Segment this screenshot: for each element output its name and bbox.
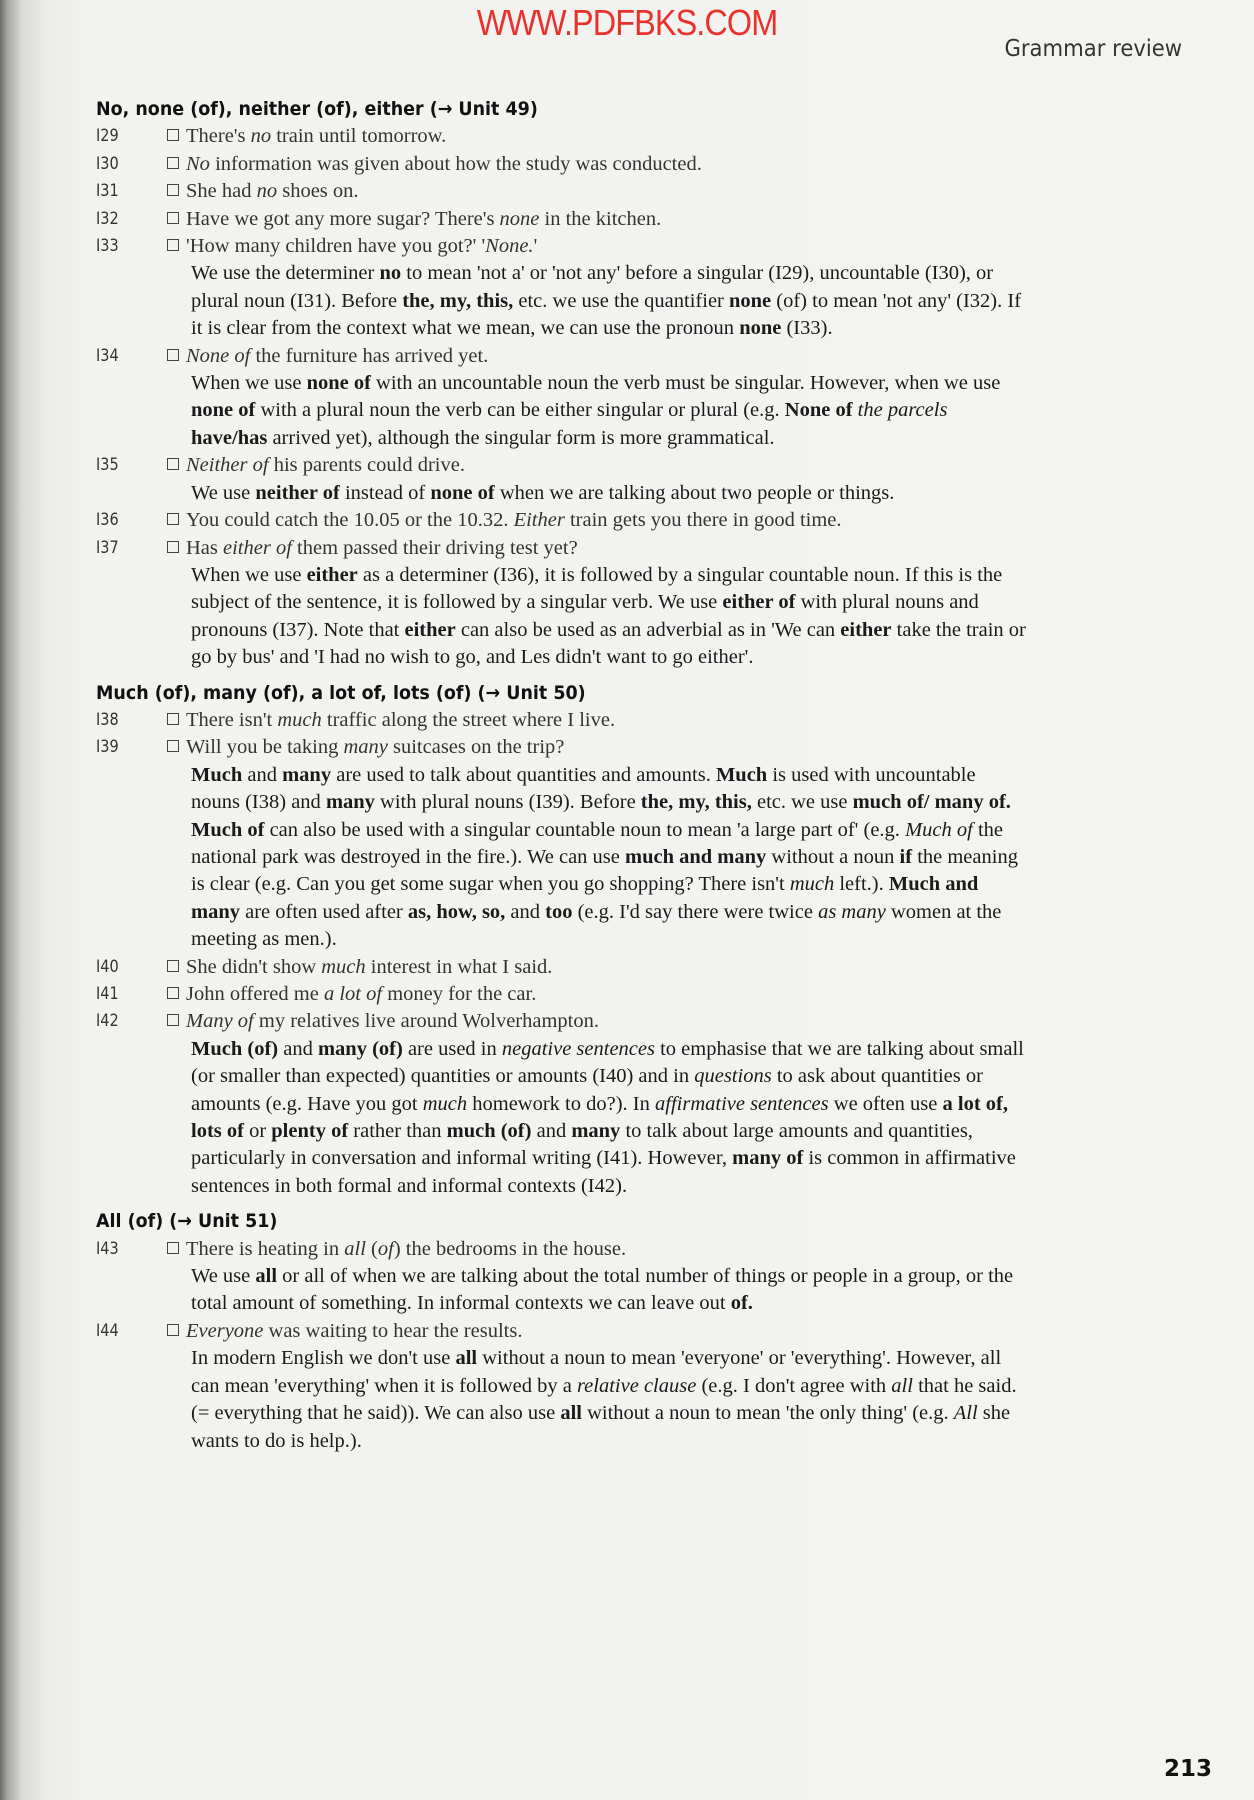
text-run: (of) to mean 'not any' (I32). If it is clear from the context what we mean, we can use the pronoun — [191, 289, 1022, 340]
text-run: interest in what I said. — [365, 955, 553, 978]
explanation-paragraph — [96, 562, 1026, 672]
example-item — [96, 535, 1136, 562]
text-run: ( — [365, 1237, 378, 1260]
example-number: I36 — [96, 510, 119, 531]
italic-text: questions — [694, 1065, 772, 1088]
text-run: train until tomorrow. — [271, 125, 447, 148]
watermark: WWW.PDFBKS.COM — [476, 2, 778, 43]
text-run: the national park was destroyed in the fire.). We can use — [191, 818, 1003, 868]
example-number: I37 — [96, 537, 119, 558]
bold-text: as, how, so, — [407, 900, 506, 923]
example-item — [96, 1318, 1136, 1345]
text-run: with plural nouns and pronouns (I37). Note that — [191, 591, 979, 641]
checkbox-icon — [167, 987, 179, 999]
bold-text: too — [545, 900, 573, 923]
section-heading: Much (of), many (of), a lot of, lots (of) (→ Unit 50) — [96, 681, 586, 704]
example-number: I43 — [96, 1238, 119, 1259]
italic-text: None of — [186, 344, 251, 367]
bold-text: of. — [730, 1292, 753, 1315]
bold-text: the, my, this, — [640, 791, 752, 814]
bold-text: all — [455, 1347, 478, 1370]
text-run: Has — [186, 536, 224, 559]
text-run: and — [531, 1120, 572, 1143]
italic-text: no — [250, 125, 272, 148]
italic-text: Much of — [905, 818, 973, 841]
checkbox-icon — [167, 458, 179, 470]
checkbox-icon — [167, 349, 179, 361]
running-head: Grammar review — [1004, 36, 1182, 62]
text-run: with a plural noun the verb can be either singular or plural (e.g. — [255, 399, 785, 422]
checkbox-icon — [167, 960, 179, 972]
example-number: I33 — [96, 236, 119, 257]
bold-text: much and many — [625, 845, 767, 868]
example-number: I41 — [96, 984, 119, 1004]
italic-text: negative sentences — [501, 1037, 655, 1060]
text-run: etc. we use — [751, 791, 853, 814]
text-run: or all of when we are talking about the total number of things or people in a group, or the total amount of something. In informal contexts we can leave out — [191, 1265, 1014, 1315]
text-run: When we use — [191, 563, 307, 586]
italic-text: relative clause — [576, 1374, 697, 1397]
bold-text: none of — [191, 399, 256, 422]
text-run: (e.g. I don't agree with — [696, 1374, 892, 1397]
text-run: can also be used as an adverbial as in 'We can — [455, 618, 841, 641]
text-run: left.). — [834, 873, 889, 896]
text-run: suitcases on the trip? — [387, 736, 565, 759]
text-run: and — [242, 763, 283, 786]
italic-text: Everyone — [186, 1319, 264, 1342]
example-item — [96, 1008, 1136, 1035]
text-run: in the kitchen. — [539, 207, 662, 230]
bold-text: Much (of) — [191, 1037, 279, 1060]
checkbox-icon — [167, 1014, 179, 1026]
bold-text: None of — [784, 399, 853, 422]
italic-text: Either — [513, 509, 565, 532]
checkbox-icon — [167, 740, 179, 752]
example-item — [96, 452, 1136, 479]
text-run: instead of — [339, 481, 431, 504]
bold-text: all — [560, 1402, 582, 1425]
checkbox-icon — [167, 129, 179, 141]
text-run: are often used after — [239, 900, 408, 923]
text-run: them passed their driving test yet? — [291, 536, 578, 559]
italic-text: No — [186, 152, 210, 175]
text-run: is used with uncountable nouns (I38) and — [191, 763, 976, 814]
text-run: with plural nouns (I39). Before — [374, 791, 641, 814]
example-item — [96, 343, 1136, 370]
italic-text: None. — [485, 235, 534, 258]
bold-text: Much — [715, 763, 768, 786]
italic-text: much — [321, 955, 366, 978]
italic-text: Neither of — [186, 454, 269, 477]
example-item — [96, 1236, 1136, 1263]
text-run: (I33). — [781, 317, 833, 340]
text-run: We use the determiner — [191, 262, 380, 285]
page-content — [96, 96, 1136, 1455]
bold-text: either — [840, 618, 892, 641]
text-run: Will you be taking — [186, 736, 344, 759]
bold-text: either of — [722, 591, 796, 614]
text-run: that he said. (= everything that he said)). We can also use — [191, 1374, 1017, 1425]
text-run: are used in — [402, 1037, 502, 1060]
text-run: to talk about large amounts and quantities, particularly in conversation and informal writing (I41). However, — [191, 1120, 973, 1170]
explanation-paragraph — [96, 260, 1026, 342]
text-run: She had — [186, 180, 257, 203]
text-run: my relatives live around Wolverhampton. — [253, 1010, 599, 1033]
text-run: Have we got any more sugar? There's — [186, 207, 500, 230]
italic-text: as many — [818, 900, 886, 923]
bold-text: many (of) — [317, 1037, 403, 1060]
bold-text: if — [899, 845, 913, 868]
text-run: we often use — [828, 1092, 943, 1115]
text-run: was waiting to hear the results. — [263, 1319, 523, 1342]
italic-text: many — [343, 736, 388, 759]
bold-text: much (of) — [446, 1120, 532, 1143]
text-run: are used to talk about quantities and amounts. — [331, 763, 716, 786]
bold-text: many — [282, 763, 332, 786]
text-run: to mean 'not a' or 'not any' before a singular (I29), uncountable (I30), or plural noun (I31). Before — [191, 262, 994, 312]
bold-text: none — [729, 289, 772, 312]
example-number: I29 — [96, 126, 119, 147]
italic-text: all — [344, 1237, 366, 1260]
example-number: I44 — [96, 1320, 119, 1341]
example-item — [96, 981, 1136, 1008]
checkbox-icon — [167, 184, 179, 196]
example-number: I42 — [96, 1011, 119, 1032]
text-run: ) the bedrooms in the house. — [393, 1237, 627, 1260]
bold-text: Much — [191, 763, 243, 786]
text-run: (e.g. I'd say there were twice — [572, 900, 819, 923]
example-item — [96, 233, 1136, 260]
section-heading: All (of) (→ Unit 51) — [96, 1210, 278, 1233]
checkbox-icon — [167, 713, 179, 725]
checkbox-icon — [167, 1242, 179, 1254]
text-run: We use — [191, 481, 256, 504]
text-run: information was given about how the study was conducted. — [209, 152, 702, 175]
text-run: can also be used with a singular countable noun to mean 'a large part of' (e.g. — [264, 818, 906, 841]
explanation-paragraph — [96, 370, 1026, 452]
explanation-paragraph — [96, 1345, 1026, 1455]
example-item — [96, 123, 1136, 150]
italic-text: the parcels — [857, 399, 948, 422]
bold-text: none of — [430, 481, 495, 504]
italic-text: All — [953, 1402, 978, 1425]
bold-text: no — [379, 262, 402, 285]
text-run: or — [243, 1120, 272, 1143]
text-run: when we are talking about two people or things. — [494, 481, 895, 504]
example-item — [96, 178, 1136, 205]
example-item — [96, 954, 1136, 981]
bold-text: none of — [306, 372, 371, 395]
bold-text: either — [404, 618, 456, 641]
checkbox-icon — [167, 157, 179, 169]
text-run: shoes on. — [277, 180, 359, 203]
text-run: to emphasise that we are talking about small (or smaller than expected) quantities or amounts (I40) and in — [191, 1037, 1024, 1088]
text-run: without a noun — [766, 845, 900, 868]
text-run: John offered me — [186, 983, 324, 1005]
example-item — [96, 206, 1136, 233]
text-run: There's — [186, 125, 251, 148]
text-run: She didn't show — [186, 955, 322, 978]
italic-text: Many of — [186, 1010, 254, 1033]
text-run: We use — [191, 1265, 256, 1288]
text-run: traffic along the street where I live. — [321, 708, 616, 731]
checkbox-icon — [167, 212, 179, 224]
explanation-paragraph — [96, 762, 1026, 954]
example-number: I35 — [96, 455, 119, 476]
italic-text: of — [377, 1237, 394, 1260]
italic-text: affirmative sentences — [655, 1092, 829, 1115]
text-run: etc. we use the quantifier — [513, 289, 729, 312]
example-item — [96, 707, 1136, 734]
bold-text: much of/ many of. Much of — [191, 791, 1011, 841]
example-number: I31 — [96, 181, 119, 202]
section-heading: No, none (of), neither (of), either (→ Unit 49) — [96, 98, 538, 120]
example-number: I32 — [96, 208, 119, 229]
bold-text: Much and many — [191, 873, 979, 923]
bold-text: either — [306, 563, 358, 586]
italic-text: all — [891, 1374, 913, 1397]
text-run: she wants to do is help.). — [191, 1402, 1011, 1452]
italic-text: no — [256, 180, 278, 203]
explanation-paragraph — [96, 480, 1026, 507]
example-item — [96, 734, 1136, 761]
text-run: There is heating in — [186, 1237, 345, 1260]
text-run: the meaning is clear (e.g. Can you get some sugar when you go shopping? There isn't — [191, 845, 1018, 896]
text-run: and — [505, 900, 546, 923]
text-run: to ask about quantities or amounts (e.g. Have you got — [191, 1065, 983, 1115]
example-number: I39 — [96, 737, 119, 758]
text-run: arrived yet), although the singular form is more grammatical. — [267, 426, 775, 449]
page-number: 213 — [1163, 1756, 1212, 1782]
text-run: homework to do?). In — [467, 1092, 655, 1115]
example-item — [96, 507, 1136, 534]
text-run: without a noun to mean 'everyone' or 'everything'. However, all can mean 'everything' when it is followed by a — [191, 1347, 1002, 1397]
bold-text: plenty of — [271, 1120, 349, 1143]
text-run: When we use — [191, 372, 307, 395]
explanation-paragraph — [96, 1036, 1026, 1200]
bold-text: neither of — [255, 481, 340, 504]
bold-text: many of — [732, 1147, 804, 1170]
bold-text: have/has — [191, 426, 268, 449]
text-run: ' — [533, 235, 538, 258]
text-run: is common in affirmative sentences in both formal and informal contexts (I42). — [191, 1147, 1016, 1197]
text-run: 'How many children have you got?' ' — [186, 235, 486, 258]
bold-text: a lot of, lots of — [191, 1092, 1008, 1143]
text-run: take the train or go by bus' and 'I had no wish to go, and Les didn't want to go either'. — [191, 618, 1026, 669]
text-run: with an uncountable noun the verb must be singular. However, when we use — [370, 372, 1001, 395]
text-run: train gets you there in good time. — [564, 509, 842, 532]
italic-text: either of — [223, 536, 292, 559]
explanation-paragraph — [96, 1263, 1026, 1318]
bold-text: the, my, this, — [402, 289, 514, 312]
text-run: There isn't — [186, 708, 278, 731]
text-run: his parents could drive. — [268, 454, 465, 477]
text-run: money for the car. — [382, 983, 537, 1005]
italic-text: much — [789, 873, 835, 896]
example-number: I30 — [96, 153, 119, 174]
checkbox-icon — [167, 513, 179, 525]
example-item — [96, 151, 1136, 178]
text-run: rather than — [348, 1120, 447, 1143]
text-run: In modern English we don't use — [191, 1347, 456, 1370]
example-number: I34 — [96, 345, 119, 366]
bold-text: none — [739, 317, 782, 340]
italic-text: much — [422, 1092, 468, 1115]
example-number: I38 — [96, 709, 119, 730]
text-run: without a noun to mean 'the only thing' (e.g. — [581, 1402, 954, 1425]
text-run: and — [278, 1037, 318, 1060]
text-run: the furniture has arrived yet. — [250, 344, 489, 367]
italic-text: much — [277, 708, 322, 731]
example-number: I40 — [96, 956, 119, 977]
checkbox-icon — [167, 1324, 179, 1336]
text-run: You could catch the 10.05 or the 10.32. — [186, 509, 514, 532]
checkbox-icon — [167, 239, 179, 251]
bold-text: many — [571, 1120, 621, 1143]
italic-text: a lot of — [323, 983, 383, 1005]
italic-text: none — [499, 207, 540, 230]
bold-text: many — [325, 791, 375, 814]
bold-text: all — [255, 1265, 278, 1288]
text-run: as a determiner (I36), it is followed by a singular countable noun. If this is the subject of the sentence, it is followed by a singular verb. We use — [191, 563, 1003, 614]
text-run: women at the meeting as men.). — [191, 900, 1002, 951]
checkbox-icon — [167, 541, 179, 553]
